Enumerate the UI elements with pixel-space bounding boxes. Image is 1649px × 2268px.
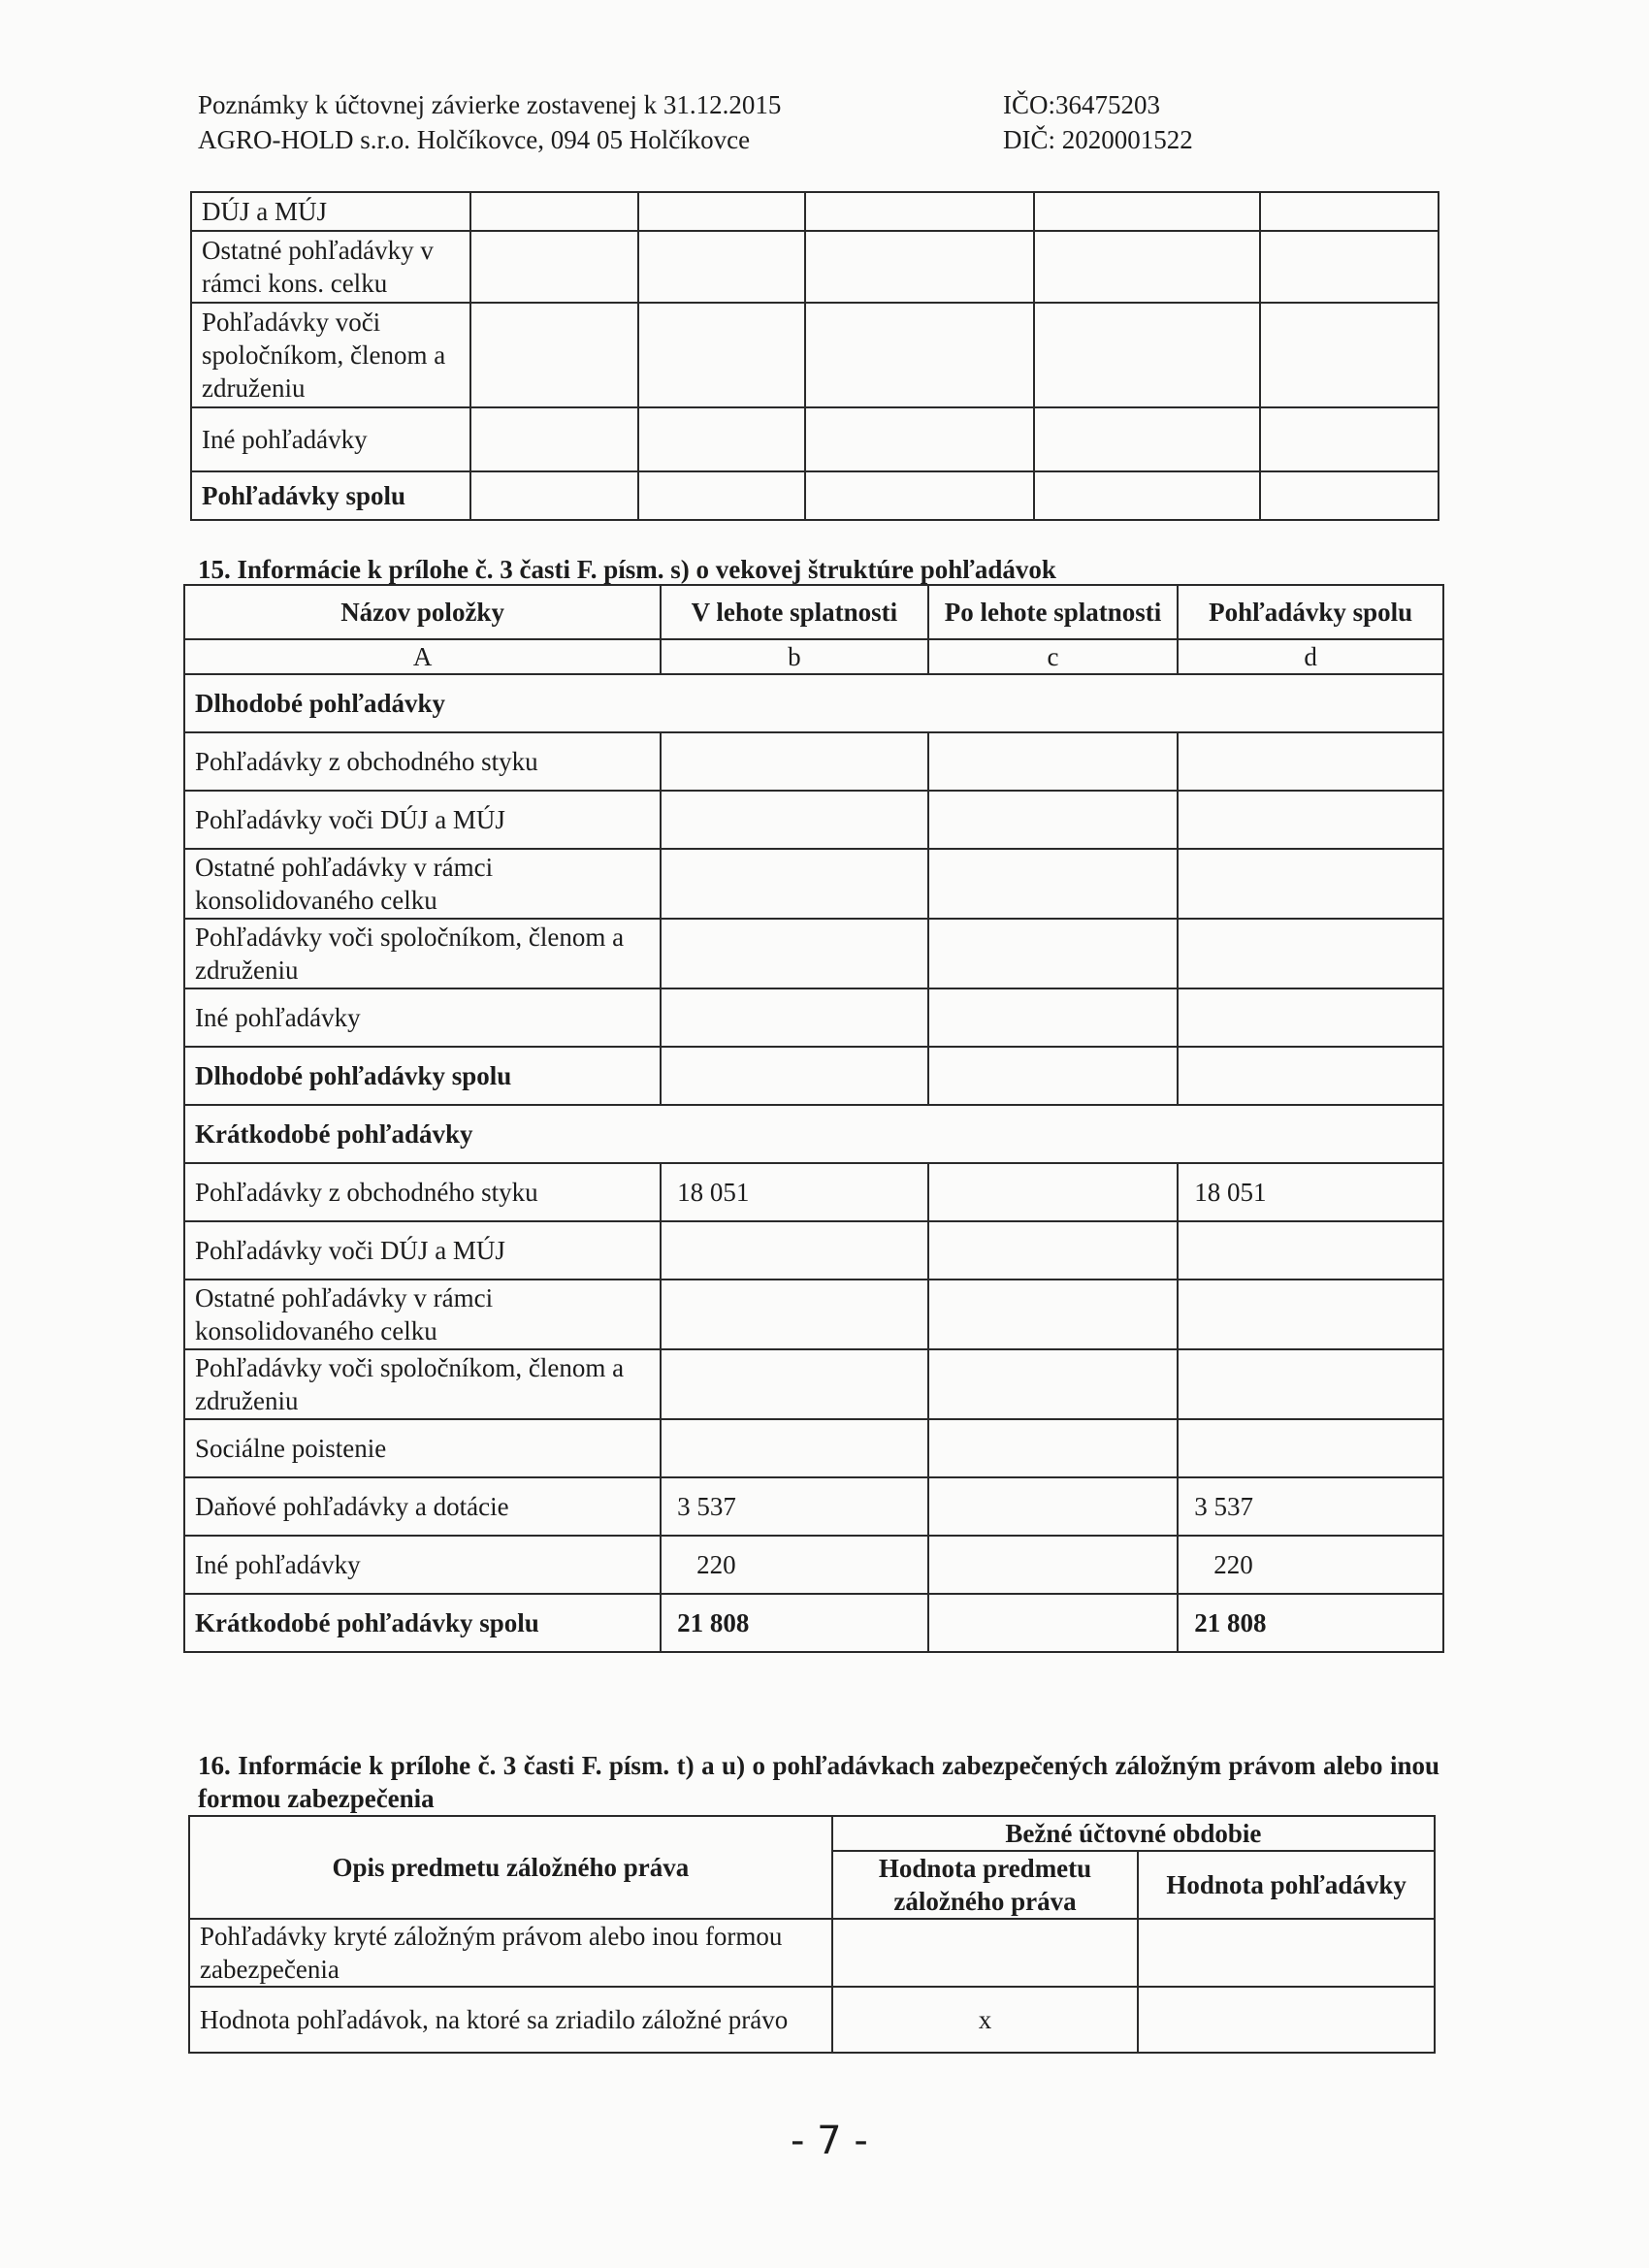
total-row-label: Krátkodobé pohľadávky spolu <box>184 1594 661 1652</box>
row-label: Ostatné pohľadávky v rámci konsolidovaného celku <box>184 849 661 919</box>
document-header-left <box>198 87 781 157</box>
column-letter: c <box>928 639 1179 674</box>
header-company: AGRO-HOLD s.r.o. Holčíkovce, 094 05 Holčíkovce <box>198 125 751 154</box>
header-current-period: Bežné účtovné obdobie <box>832 1816 1435 1851</box>
row-label: Pohľadávky voči DÚJ a MÚJ <box>184 1221 661 1280</box>
total-value-cell: 21 808 <box>661 1594 928 1652</box>
long-term-heading: Dlhodobé pohľadávky <box>184 674 1443 732</box>
header-title: Poznámky k účtovnej závierke zostavenej k 31.12.2015 <box>198 90 782 119</box>
not-applicable-mark: x <box>832 1987 1139 2053</box>
row-label: Pohľadávky kryté záložným právom alebo inou formou zabezpečenia <box>189 1919 832 1987</box>
header-total: Pohľadávky spolu <box>1178 585 1443 639</box>
row-label: Pohľadávky z obchodného styku <box>184 732 661 791</box>
receivables-age-structure-table <box>183 584 1444 1653</box>
row-label: DÚJ a MÚJ <box>191 192 470 231</box>
column-letter: d <box>1178 639 1443 674</box>
value-cell: 220 <box>661 1536 928 1594</box>
total-value-cell: 21 808 <box>1178 1594 1443 1652</box>
row-label: Hodnota pohľadávok, na ktoré sa zriadilo záložné právo <box>189 1987 832 2053</box>
document-header-right <box>1003 87 1193 157</box>
header-ico: IČO:36475203 <box>1003 90 1160 119</box>
total-row-label: Dlhodobé pohľadávky spolu <box>184 1047 661 1105</box>
short-term-heading: Krátkodobé pohľadávky <box>184 1105 1443 1163</box>
row-label: Iné pohľadávky <box>184 1536 661 1594</box>
row-label: Iné pohľadávky <box>184 988 661 1047</box>
header-within-maturity: V lehote splatnosti <box>661 585 928 639</box>
row-label: Ostatné pohľadávky v rámci konsolidovaného celku <box>184 1280 661 1349</box>
total-row-label: Pohľadávky spolu <box>191 471 470 520</box>
row-label: Pohľadávky voči DÚJ a MÚJ <box>184 791 661 849</box>
header-receivable-value: Hodnota pohľadávky <box>1138 1851 1435 1919</box>
header-pledge-value: Hodnota predmetu záložného práva <box>832 1851 1139 1919</box>
row-label: Ostatné pohľadávky v rámci kons. celku <box>191 231 470 303</box>
value-cell: 3 537 <box>661 1477 928 1536</box>
receivables-continuation-table <box>190 191 1439 521</box>
value-cell: 220 <box>1178 1536 1443 1594</box>
row-label: Pohľadávky voči spoločníkom, členom a združeniu <box>191 303 470 407</box>
value-cell: 3 537 <box>1178 1477 1443 1536</box>
section-15-title: 15. Informácie k prílohe č. 3 časti F. písm. s) o vekovej štruktúre pohľadávok <box>198 555 1056 584</box>
pledge-secured-receivables-table <box>188 1815 1436 2054</box>
header-pledge-description: Opis predmetu záložného práva <box>189 1816 832 1919</box>
row-label: Pohľadávky voči spoločníkom, členom a združeniu <box>184 1349 661 1419</box>
row-label: Pohľadávky z obchodného styku <box>184 1163 661 1221</box>
header-item-name: Názov položky <box>184 585 661 639</box>
header-dic: DIČ: 2020001522 <box>1003 125 1193 154</box>
column-letter: A <box>184 639 661 674</box>
value-cell: 18 051 <box>1178 1163 1443 1221</box>
page-number: - 7 - <box>791 2119 868 2163</box>
value-cell: 18 051 <box>661 1163 928 1221</box>
row-label: Iné pohľadávky <box>191 407 470 471</box>
row-label: Pohľadávky voči spoločníkom, členom a združeniu <box>184 919 661 988</box>
row-label: Sociálne poistenie <box>184 1419 661 1477</box>
row-label: Daňové pohľadávky a dotácie <box>184 1477 661 1536</box>
section-16-title: 16. Informácie k prílohe č. 3 časti F. písm. t) a u) o pohľadávkach zabezpečených záložným právom alebo inou formou zabezpečenia <box>198 1751 1439 1813</box>
column-letter: b <box>661 639 928 674</box>
header-past-maturity: Po lehote splatnosti <box>928 585 1179 639</box>
